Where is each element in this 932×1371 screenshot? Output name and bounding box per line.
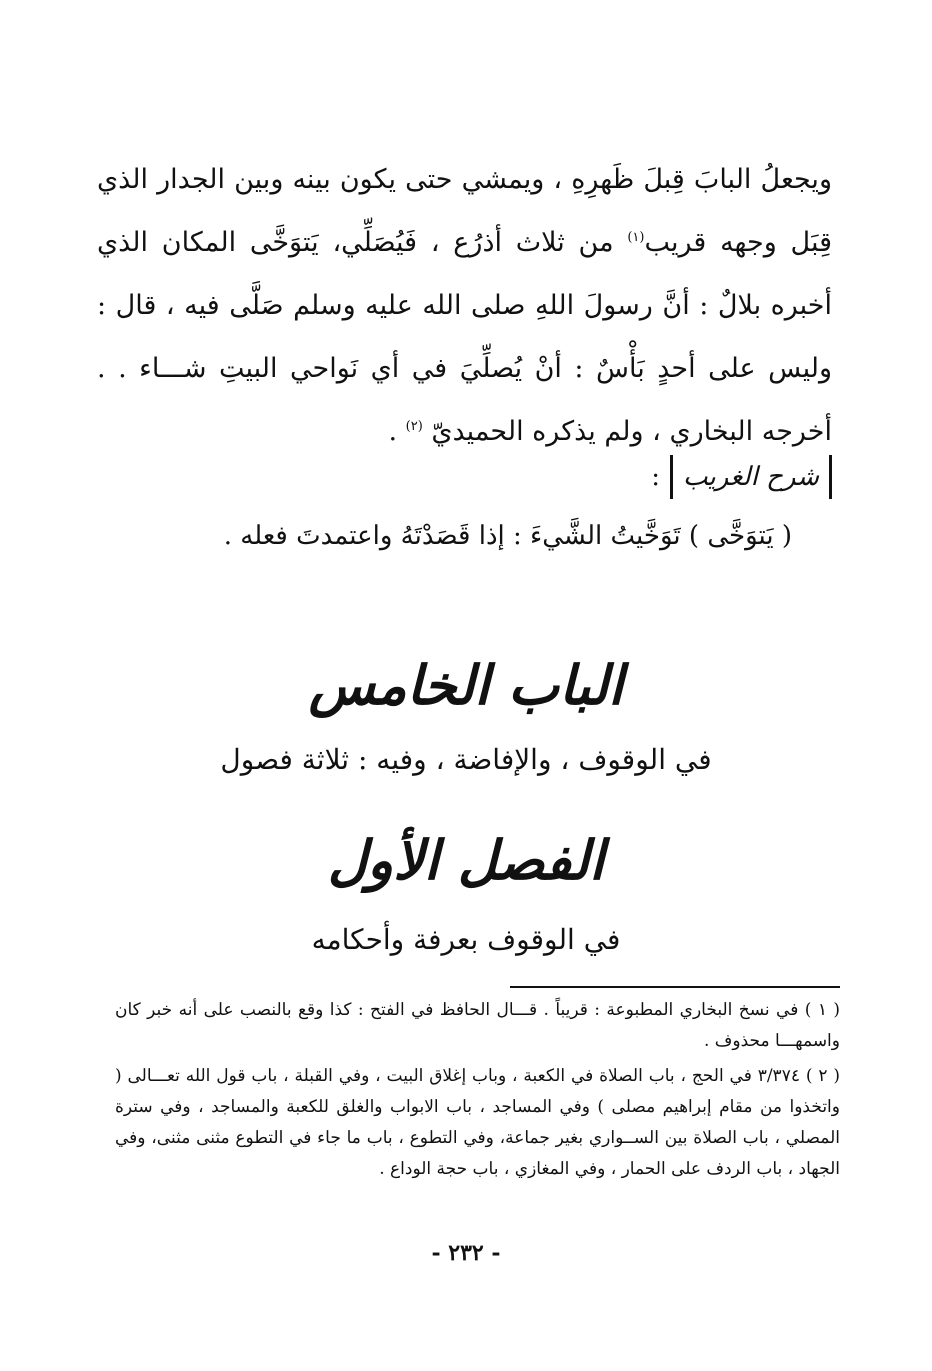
page-number: - ٢٣٢ - xyxy=(431,1240,501,1266)
chapter-title: الباب الخامس xyxy=(308,653,624,717)
gloss-heading-colon: : xyxy=(651,462,661,492)
footnotes xyxy=(115,995,840,1189)
footnote-divider xyxy=(510,986,840,988)
chapter-subtitle: في الوقوف ، والإفاضة ، وفيه : ثلاثة فصول xyxy=(220,743,712,776)
footnote-2-marker[interactable]: (٢) xyxy=(405,419,423,434)
hadith-text-part2: من ثلاث أذرُع ، فَيُصَلِّي، يَتوَخَّى المكان الذي أخبره بلالٌ : أنَّ رسولَ اللهِ صلى الله عليه وسلم صَلَّى فيه ، قال : وليس على أحدٍ بَأْسٌ : أنْ يُصلِّيَ في أي نَواحي البيتِ شـــاء . . أخرجه البخاري ، ولم يذكره الحميديّ xyxy=(97,227,832,447)
footnote-1-marker[interactable]: (١) xyxy=(627,230,645,245)
section-subtitle: في الوقوف بعرفة وأحكامه xyxy=(311,923,621,956)
gloss-heading xyxy=(651,455,832,499)
section-title: الفصل الأول xyxy=(327,828,605,892)
hadith-text-end: . xyxy=(388,416,406,447)
footnote-2: ( ٢ ) ٣/٣٧٤ في الحج ، باب الصلاة في الكعبة ، وباب إغلاق البيت ، وفي القبلة ، باب قول الله تعـــالى ( واتخذوا من مقام إبراهيم مصلى ) وفي المساجد ، باب الابواب والغلق للكعبة والمساجد ، وفي سترة المصلي ، باب الصلاة بين الســواري بغير جماعة، وفي التطوع ، باب ما جاء في التطوع مثنى مثنى، وفي الجهاد ، باب الردف على الحمار ، وفي المغازي ، باب حجة الوداع . xyxy=(115,1066,840,1179)
footnote-1: ( ١ ) في نسخ البخاري المطبوعة : قريباً . قـــال الحافظ في الفتح : كذا وقع بالنصب على أنه خبر كان واسمهـــا محذوف . xyxy=(115,1000,840,1051)
hadith-body-text xyxy=(97,148,832,463)
gloss-heading-label: شرح الغريب xyxy=(670,455,832,499)
gloss-text: ( يَتوَخَّى ) تَوَخَّيتُ الشَّيءَ : إذا قَصَدْتَهُ واعتمدتَ فعله . xyxy=(223,521,792,551)
hadith-text-part1: ويجعلُ البابَ قِبلَ ظَهرِهِ ، ويمشي حتى يكون بينه وبين الجدار الذي قِبَل وجهه قريب xyxy=(97,164,832,258)
